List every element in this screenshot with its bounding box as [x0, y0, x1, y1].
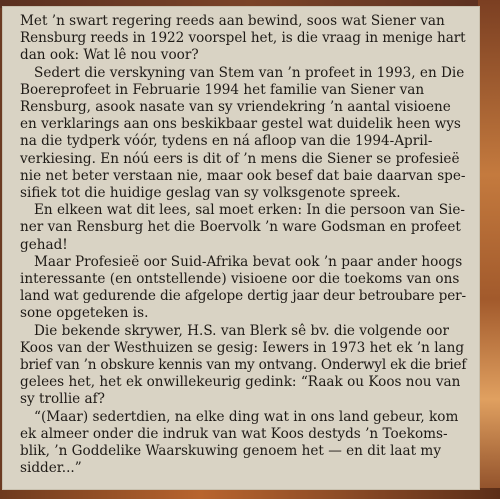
text-line: Met ’n swart regering reeds aan bewind, soos wat Siener van: [20, 13, 445, 29]
text-line: interessante (en ontstellende) visioene oor die toekoms van ons: [20, 271, 460, 288]
text-line: Rensburg reeds in 1922 voorspel het, is die vraag in menige hart: [20, 30, 466, 47]
article-text: [20, 13, 466, 477]
text-line: land wat gedurende die afgelope dertig jaar deur betroubare per-: [20, 288, 467, 305]
text-line: gelees het, het ek onwillekeurig gedink: “Raak ou Koos nou van: [20, 374, 461, 391]
text-line: brief van ’n obskure kennis van my ontvang. Onderwyl ek die brief: [20, 357, 467, 374]
text-line: En elkeen wat dit lees, sal moet erken: In die persoon van Sie-: [34, 202, 466, 219]
text-line: Maar Profesieë oor Suid-Afrika bevat ook ’n paar ander hoogs: [34, 253, 463, 270]
text-line: sone opgeteken is.: [20, 305, 149, 322]
text-line: Die bekende skrywer, H.S. van Blerk sê bv. die volgende oor: [34, 322, 449, 339]
text-line: ner van Rensburg het die Boervolk ’n ware Godsman en profeet: [20, 219, 461, 236]
text-line: sy trollie af?: [20, 391, 105, 408]
text-line: Rensburg, asook nasate van sy vriendekring ’n aantal visioene: [20, 99, 451, 116]
text-line: Boereprofeet in Februarie 1994 het familie van Siener van: [20, 81, 425, 98]
text-line: “(Maar) sedertdien, na elke ding wat in ons land gebeur, kom: [34, 408, 459, 425]
text-line: en verklarings aan ons beskikbaar gestel wat duidelik heen wys: [20, 116, 461, 133]
text-panel: [2, 6, 480, 490]
text-line: gehad!: [20, 236, 68, 253]
background-right: [478, 0, 500, 499]
text-line: Koos van der Westhuizen se gesig: Iewers in 1973 het ek ’n lang: [20, 339, 465, 356]
text-line: blik, ’n Goddelike Waarskuwing genoem het — en dit laat my: [20, 443, 441, 460]
text-line: dan ook: Wat lê nou voor?: [20, 47, 199, 64]
text-line: ek almeer onder die indruk van wat Koos destyds ’n Toekoms-: [20, 425, 448, 442]
text-line: sifiek tot die huidige geslag van sy volksgenote spreek.: [20, 185, 401, 202]
text-line: verkiesing. En nóú eers is dit of ’n mens die Siener se profesieë: [20, 150, 460, 167]
text-line: nie net beter verstaan nie, maar ook besef dat baie daarvan spe-: [20, 167, 466, 184]
text-line: na die tydperk vóór, tydens en ná afloop van die 1994-April-: [20, 133, 433, 150]
text-line: sidder...”: [20, 460, 82, 477]
text-line: Sedert die verskyning van Stem van ’n profeet in 1993, en Die: [34, 64, 465, 81]
